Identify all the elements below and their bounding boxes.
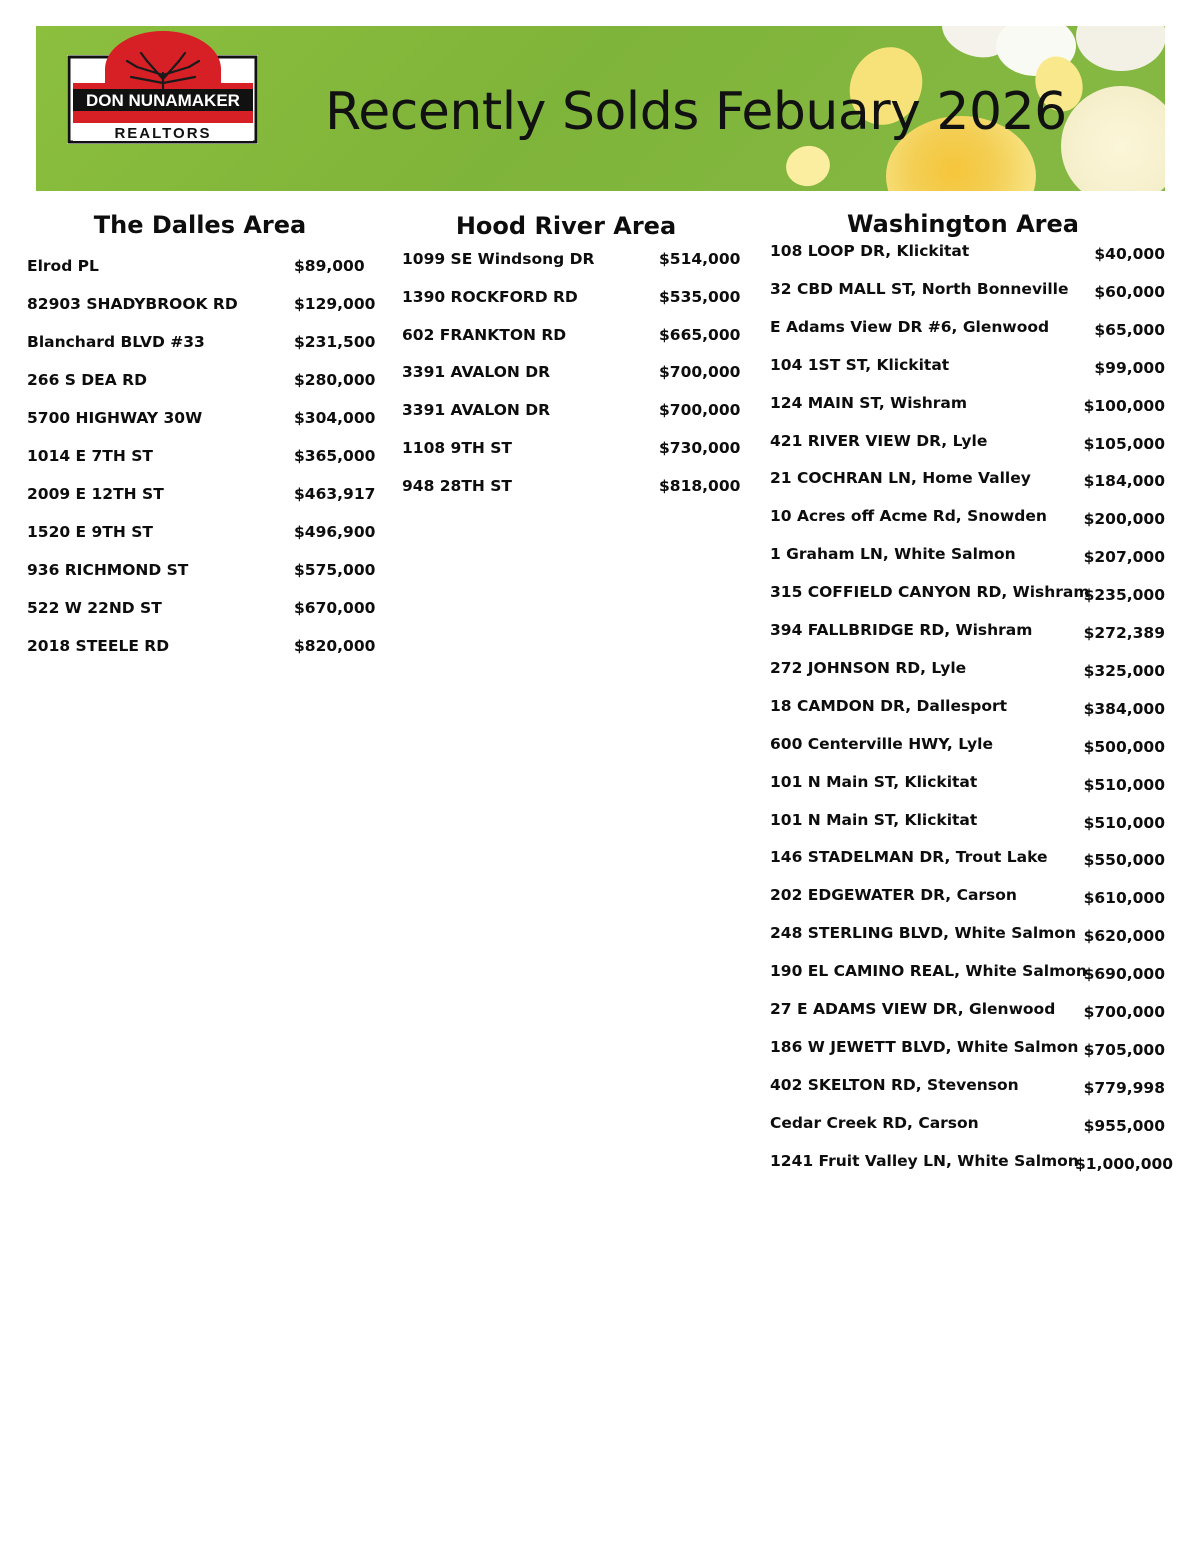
listing-price: $60,000 bbox=[1094, 282, 1165, 301]
listing-address: 602 FRANKTON RD bbox=[402, 325, 567, 344]
listing-price: $670,000 bbox=[294, 599, 376, 617]
column-title-hood-river: Hood River Area bbox=[455, 212, 677, 240]
listing-price: $665,000 bbox=[659, 325, 741, 344]
listing-price: $818,000 bbox=[659, 476, 741, 495]
listing-row bbox=[770, 772, 1165, 796]
listing-price: $700,000 bbox=[1083, 1003, 1165, 1021]
listing-address: 600 Centerville HWY, Lyle bbox=[770, 734, 993, 753]
listing-row bbox=[770, 734, 1165, 758]
listing-price: $235,000 bbox=[1083, 586, 1165, 605]
listing-address: 394 FALLBRIDGE RD, Wishram bbox=[770, 621, 1033, 639]
listing-row bbox=[770, 999, 1165, 1023]
listing-price: $620,000 bbox=[1083, 927, 1165, 946]
listing-price: $304,000 bbox=[294, 409, 376, 427]
listing-address: 1520 E 9TH ST bbox=[27, 523, 153, 541]
listing-address: Cedar Creek RD, Carson bbox=[770, 1113, 979, 1132]
logo-line2: REALTORS bbox=[114, 125, 212, 142]
listing-address: 3391 AVALON DR bbox=[402, 363, 551, 382]
listing-address: 1 Graham LN, White Salmon bbox=[770, 545, 1016, 564]
listing-price: $463,917 bbox=[294, 485, 376, 503]
listing-price: $510,000 bbox=[1083, 775, 1165, 794]
listing-row bbox=[770, 1113, 1165, 1137]
listing-address: 421 RIVER VIEW DR, Lyle bbox=[770, 431, 988, 450]
listing-price: $955,000 bbox=[1083, 1116, 1165, 1135]
listing-price: $325,000 bbox=[1083, 661, 1165, 680]
listing-address: 1108 9TH ST bbox=[402, 439, 512, 457]
listing-address: 266 S DEA RD bbox=[27, 371, 147, 389]
listing-row bbox=[27, 598, 374, 622]
listing-row bbox=[770, 582, 1165, 606]
listing-row bbox=[27, 446, 374, 470]
listing-address: 3391 AVALON DR bbox=[402, 401, 551, 420]
listing-row bbox=[27, 636, 374, 660]
listing-address: 124 MAIN ST, Wishram bbox=[770, 393, 968, 412]
listing-price: $730,000 bbox=[659, 439, 741, 457]
listing-row bbox=[27, 332, 374, 356]
listing-address: 202 EDGEWATER DR, Carson bbox=[770, 886, 1017, 905]
flower-decoration bbox=[782, 141, 835, 191]
listing-price: $779,998 bbox=[1083, 1078, 1165, 1097]
listing-price: $89,000 bbox=[294, 257, 365, 275]
listing-price: $384,000 bbox=[1083, 699, 1165, 718]
column-title-washington: Washington Area bbox=[847, 210, 1079, 238]
listing-address: 1014 E 7TH ST bbox=[27, 447, 153, 465]
listing-price: $105,000 bbox=[1083, 434, 1165, 453]
listing-row bbox=[770, 468, 1165, 492]
listing-address: 186 W JEWETT BLVD, White Salmon bbox=[770, 1037, 1079, 1056]
listing-row bbox=[27, 522, 374, 546]
listing-row bbox=[770, 431, 1165, 455]
listing-address: 10 Acres off Acme Rd, Snowden bbox=[770, 507, 1047, 526]
listing-address: 32 CBD MALL ST, North Bonneville bbox=[770, 279, 1069, 298]
listing-price: $700,000 bbox=[659, 363, 741, 382]
listing-row bbox=[770, 355, 1165, 379]
listing-address: 21 COCHRAN LN, Home Valley bbox=[770, 469, 1031, 488]
listing-address: 248 STERLING BLVD, White Salmon bbox=[770, 924, 1076, 943]
listing-row bbox=[770, 961, 1165, 985]
page-title: Recently Solds Febuary 2026 bbox=[325, 82, 1067, 142]
listing-address: 5700 HIGHWAY 30W bbox=[27, 409, 203, 427]
listing-address: 1390 ROCKFORD RD bbox=[402, 287, 578, 306]
listing-address: 272 JOHNSON RD, Lyle bbox=[770, 658, 967, 677]
listing-address: 948 28TH ST bbox=[402, 476, 512, 495]
company-logo bbox=[67, 31, 258, 144]
listing-price: $200,000 bbox=[1083, 510, 1165, 529]
listing-price: $820,000 bbox=[294, 637, 376, 655]
listing-price: $610,000 bbox=[1083, 889, 1165, 908]
listing-price: $705,000 bbox=[1083, 1040, 1165, 1059]
listing-row bbox=[402, 249, 739, 273]
listing-price: $207,000 bbox=[1083, 548, 1165, 567]
listing-row bbox=[770, 241, 1165, 265]
listing-price: $40,000 bbox=[1094, 245, 1165, 263]
listing-row bbox=[402, 287, 739, 311]
listing-address: 402 SKELTON RD, Stevenson bbox=[770, 1075, 1019, 1094]
listing-address: 315 COFFIELD CANYON RD, Wishram bbox=[770, 583, 1090, 602]
listing-price: $535,000 bbox=[659, 287, 741, 306]
listing-address: 108 LOOP DR, Klickitat bbox=[770, 242, 970, 260]
listing-price: $690,000 bbox=[1083, 965, 1165, 984]
listing-row bbox=[770, 658, 1165, 682]
listing-address: 1241 Fruit Valley LN, White Salmon bbox=[770, 1151, 1079, 1170]
listing-price: $99,000 bbox=[1094, 358, 1165, 377]
listing-row bbox=[770, 810, 1165, 834]
listing-row bbox=[402, 438, 739, 462]
listing-price: $500,000 bbox=[1083, 737, 1165, 756]
listing-address: 190 EL CAMINO REAL, White Salmon bbox=[770, 962, 1087, 981]
listing-price: $184,000 bbox=[1083, 472, 1165, 491]
listing-row bbox=[27, 408, 374, 432]
listing-price: $280,000 bbox=[294, 371, 376, 389]
listing-price: $550,000 bbox=[1083, 851, 1165, 870]
listing-row bbox=[770, 847, 1165, 871]
logo-line1: DON NUNAMAKER bbox=[86, 91, 240, 110]
listing-price: $65,000 bbox=[1094, 320, 1165, 339]
listing-price: $365,000 bbox=[294, 447, 376, 465]
listing-address: 522 W 22ND ST bbox=[27, 599, 162, 617]
listing-address: Blanchard BLVD #33 bbox=[27, 333, 205, 351]
listing-row bbox=[402, 362, 739, 386]
listing-row bbox=[27, 294, 374, 318]
listing-row bbox=[770, 544, 1165, 568]
column-title-the-dalles: The Dalles Area bbox=[93, 211, 307, 239]
listing-price: $272,389 bbox=[1083, 624, 1165, 642]
listing-row bbox=[402, 325, 739, 349]
listing-row bbox=[770, 885, 1165, 909]
listing-row bbox=[770, 317, 1165, 341]
listing-price: $1,000,000 bbox=[1075, 1154, 1174, 1173]
listing-address: 82903 SHADYBROOK RD bbox=[27, 295, 238, 313]
listing-row bbox=[402, 476, 739, 500]
listing-address: 936 RICHMOND ST bbox=[27, 561, 189, 579]
listing-row bbox=[770, 696, 1165, 720]
listing-address: 101 N Main ST, Klickitat bbox=[770, 810, 978, 829]
listing-price: $510,000 bbox=[1083, 813, 1165, 832]
listing-price: $575,000 bbox=[294, 561, 376, 579]
listing-row bbox=[27, 256, 374, 280]
listing-price: $496,900 bbox=[294, 523, 376, 541]
listing-address: 101 N Main ST, Klickitat bbox=[770, 772, 978, 791]
listing-row bbox=[27, 560, 374, 584]
listing-address: 1099 SE Windsong DR bbox=[402, 250, 595, 268]
listing-row bbox=[770, 1075, 1165, 1099]
listing-row bbox=[27, 370, 374, 394]
listing-price: $129,000 bbox=[294, 295, 376, 313]
listing-address: 2018 STEELE RD bbox=[27, 637, 170, 655]
listing-price: $231,500 bbox=[294, 333, 376, 351]
listing-row bbox=[27, 484, 374, 508]
listing-row bbox=[770, 393, 1165, 417]
listing-address: 2009 E 12TH ST bbox=[27, 485, 164, 503]
listing-address: 146 STADELMAN DR, Trout Lake bbox=[770, 848, 1048, 867]
listing-address: Elrod PL bbox=[27, 257, 99, 275]
listing-row bbox=[402, 400, 739, 424]
flower-decoration bbox=[1076, 26, 1165, 71]
listing-address: 18 CAMDON DR, Dallesport bbox=[770, 696, 1008, 715]
listing-row bbox=[770, 1037, 1165, 1061]
listing-price: $100,000 bbox=[1083, 396, 1165, 415]
listing-address: E Adams View DR #6, Glenwood bbox=[770, 317, 1050, 336]
logo-graphic bbox=[67, 31, 258, 144]
listing-address: 104 1ST ST, Klickitat bbox=[770, 355, 950, 374]
listing-row bbox=[770, 1151, 1174, 1175]
listing-address: 27 E ADAMS VIEW DR, Glenwood bbox=[770, 1000, 1056, 1018]
listing-row bbox=[770, 620, 1165, 644]
listing-price: $514,000 bbox=[659, 250, 741, 268]
listing-row bbox=[770, 506, 1165, 530]
listing-row bbox=[770, 923, 1165, 947]
listing-price: $700,000 bbox=[659, 401, 741, 420]
listing-row bbox=[770, 279, 1165, 303]
